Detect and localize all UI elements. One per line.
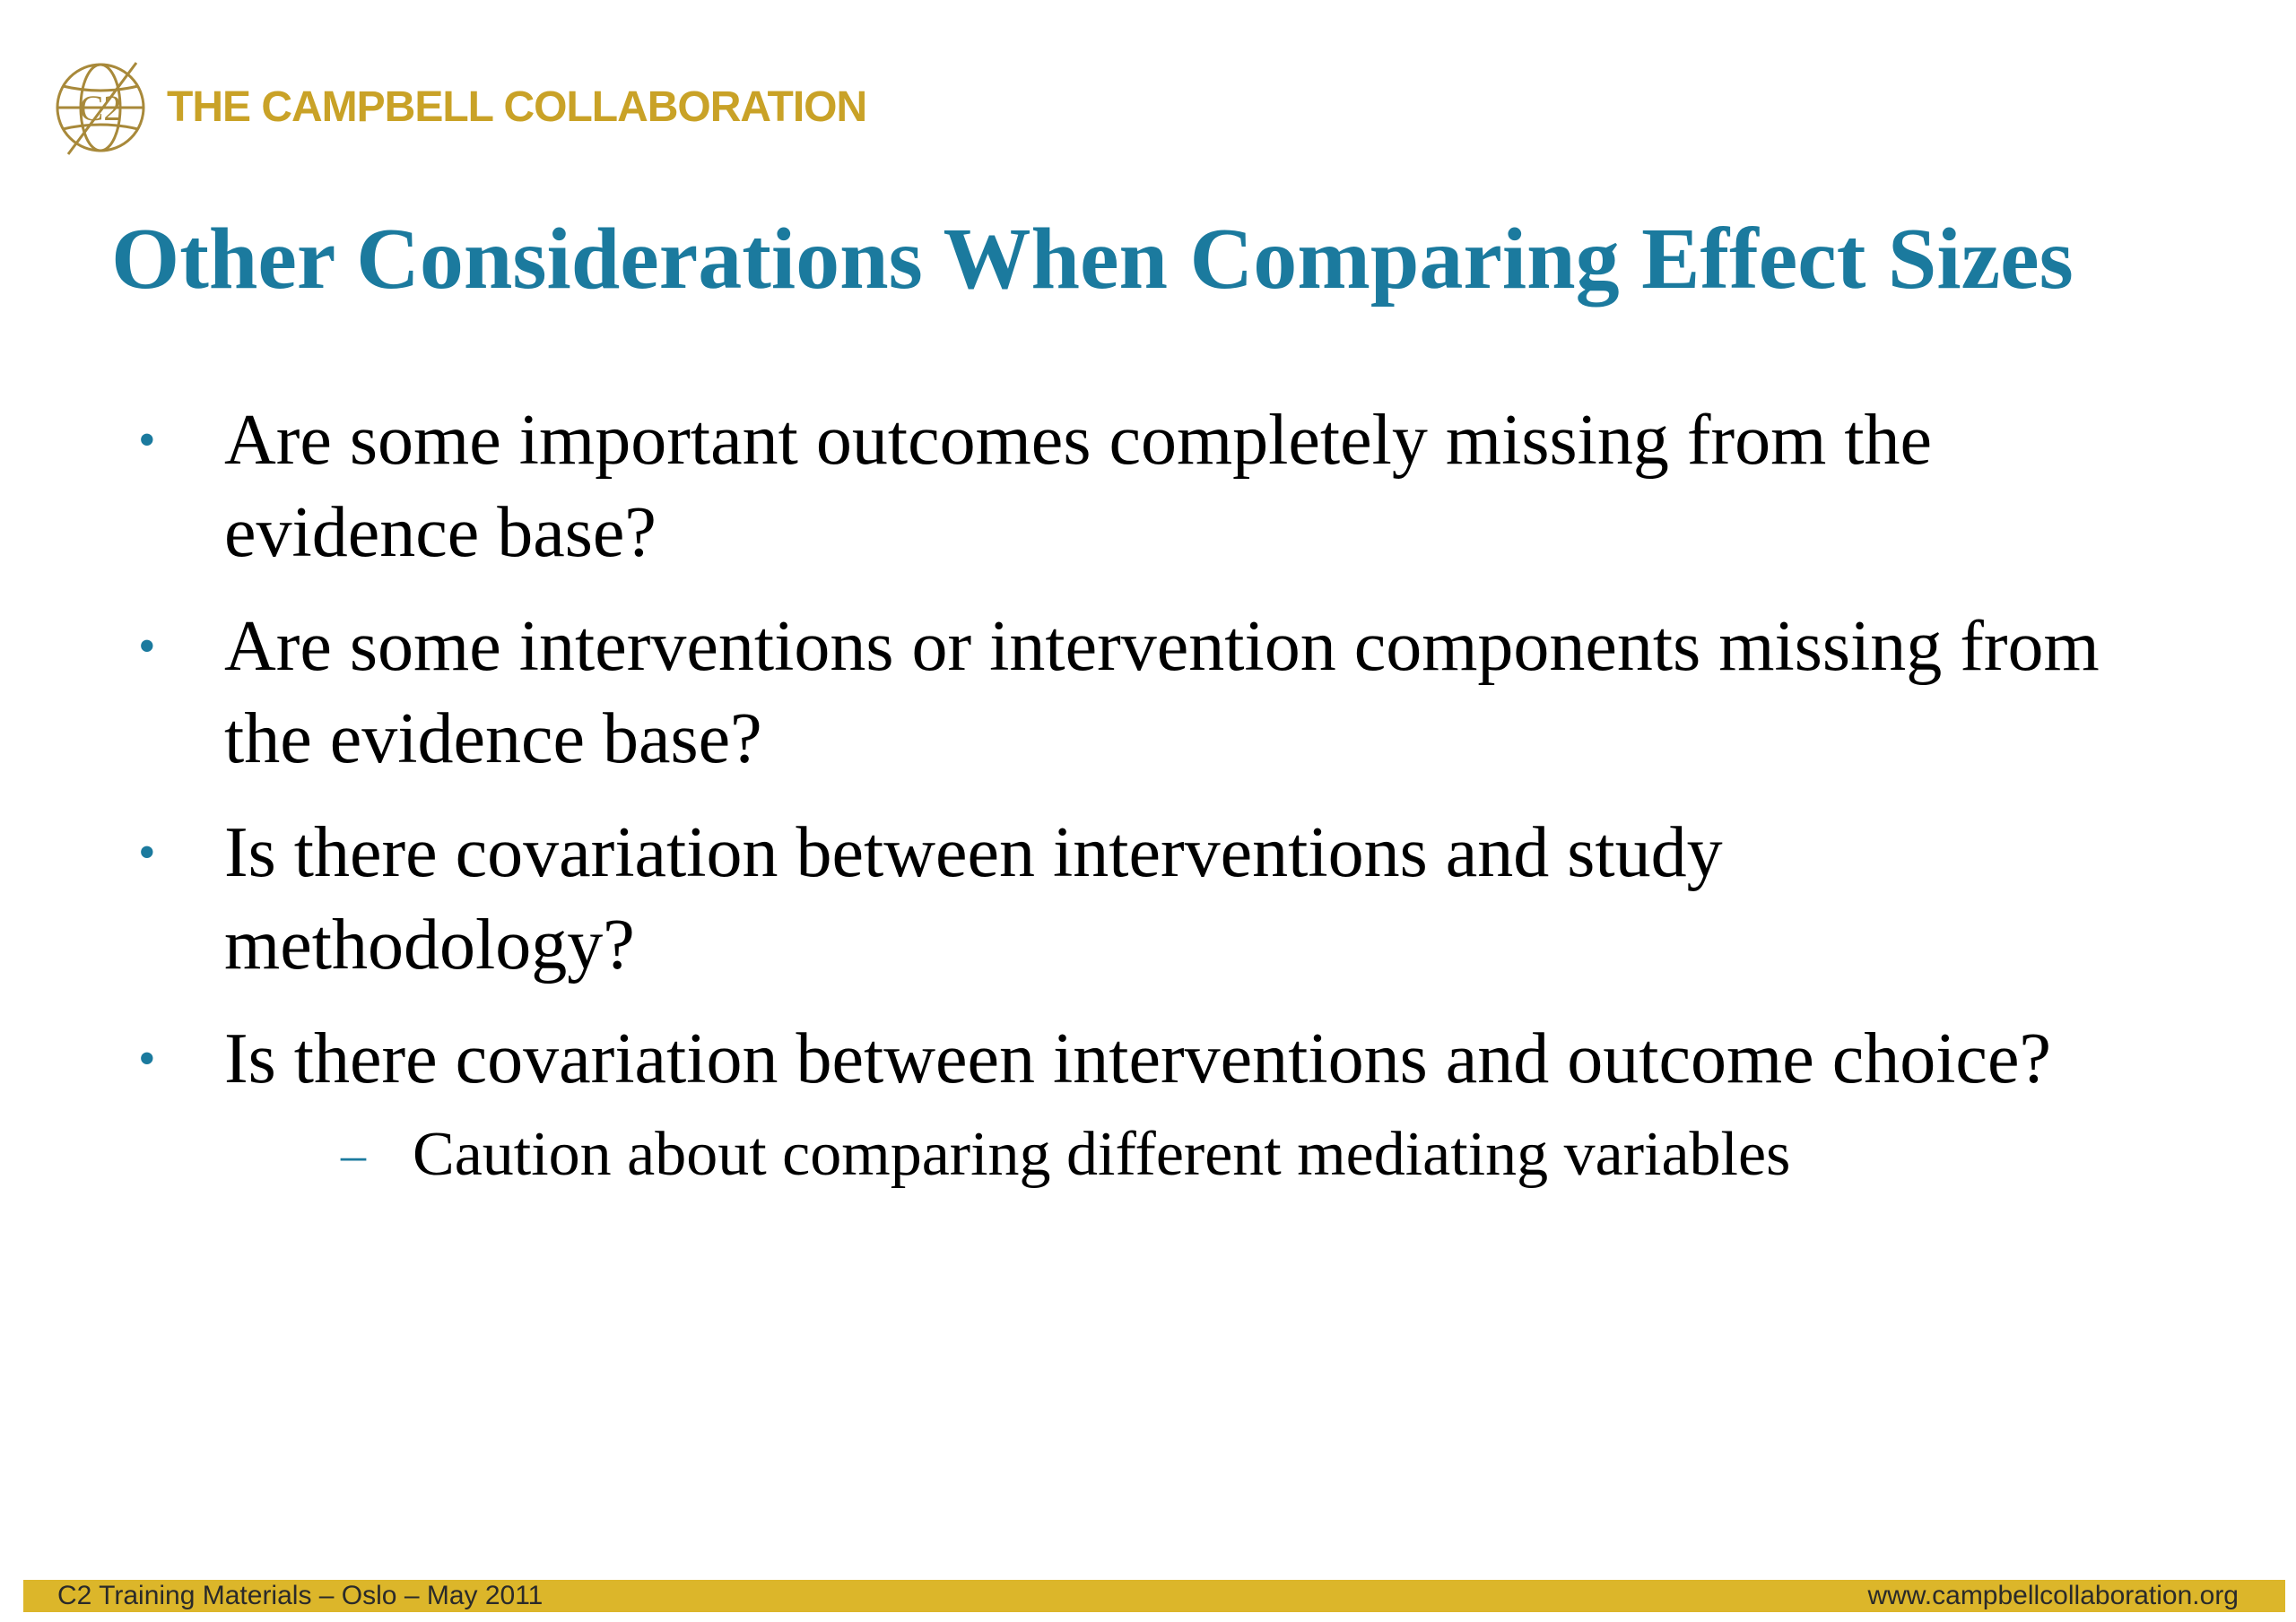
- globe-c2-icon: [50, 56, 151, 163]
- bullet-item: [135, 1013, 2144, 1195]
- bullet-text: Is there covariation between interventions and study methodology?: [224, 813, 1723, 984]
- bullet-text: Are some important outcomes completely missing from the evidence base?: [224, 401, 1933, 572]
- slide-title: Other Considerations When Comparing Effect Sizes: [111, 211, 2074, 308]
- sub-bullet-text: Caution about comparing different mediating variables: [413, 1120, 1791, 1189]
- bullet-text: Are some interventions or intervention components missing from the evidence base?: [224, 607, 2100, 778]
- bullet-item: [135, 601, 2144, 785]
- footer-course-info: C2 Training Materials – Oslo – May 2011: [57, 1581, 544, 1610]
- bullet-marker: •: [138, 619, 156, 674]
- bullet-text: Is there covariation between interventions and outcome choice?: [224, 1019, 2051, 1098]
- bullet-marker: •: [138, 825, 156, 880]
- bullet-marker: •: [138, 1031, 156, 1087]
- bullet-list: [135, 395, 2144, 1217]
- sub-bullet-item: [341, 1115, 2144, 1195]
- bullet-item: [135, 807, 2144, 992]
- logo-text: C2: [79, 88, 122, 128]
- sub-bullet-marker: –: [341, 1127, 366, 1183]
- bullet-marker: •: [138, 412, 156, 468]
- bullet-item: [135, 395, 2144, 579]
- footer-website-link[interactable]: www.campbellcollaboration.org: [1867, 1581, 2239, 1610]
- organization-name: THE CAMPBELL COLLABORATION: [167, 83, 867, 131]
